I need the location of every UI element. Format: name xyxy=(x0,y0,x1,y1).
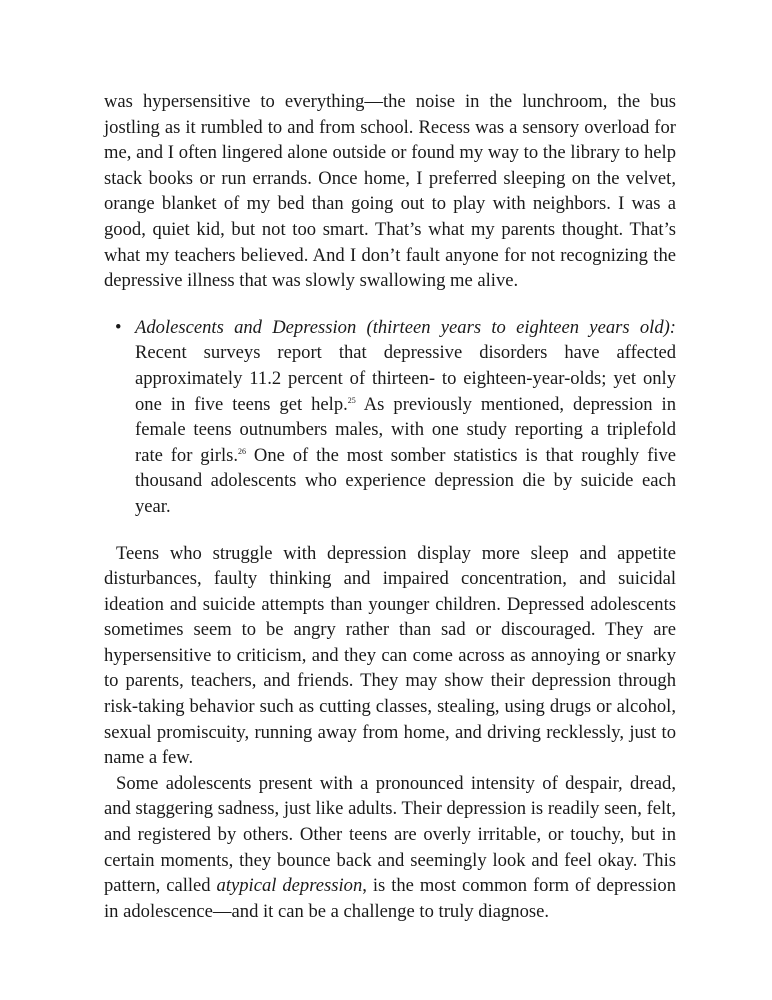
bullet-heading: Adolescents and Depression (thirteen years to eighteen years old): xyxy=(135,316,676,338)
atypical-depression-term: atypical depression xyxy=(216,875,363,897)
bullet-item-adolescents xyxy=(115,315,677,520)
book-page xyxy=(104,89,676,924)
bullet-list xyxy=(104,315,676,520)
footnote-ref-25[interactable]: 25 xyxy=(347,395,356,405)
paragraph-some-adolescents xyxy=(104,771,676,925)
footnote-ref-26[interactable]: 26 xyxy=(238,446,247,456)
bullet-text-part3: One of the most somber statistics is that roughly five thousand adolescents who experience depression die by suicide each year. xyxy=(135,444,676,517)
paragraph-3-part2: , is the most common form of depression in adolescence—and it can be a challenge to truly diagnose. xyxy=(104,875,676,922)
bullet-marker: • xyxy=(115,316,122,338)
bullet-text-part1: Recent surveys report that depressive disorders have affected approximately 11.2 percent of thirteen- to eighteen-year-olds; yet only one in five teens get help. xyxy=(135,342,676,415)
paragraph-3-part1: Some adolescents present with a pronounced intensity of despair, dread, and staggering sadness, just like adults. Their depression is readily seen, felt, and registered by others. Other teens are overly irritable, or touchy, but in certain moments, they bounce back and seemingly look and feel okay. This pattern, called xyxy=(104,772,676,897)
bullet-text-part2: As previously mentioned, depression in female teens outnumbers males, with one study reporting a triplefold rate for girls. xyxy=(135,393,677,466)
paragraph-teens-struggle: Teens who struggle with depression display more sleep and appetite disturbances, faulty thinking and impaired concentration, and suicidal ideation and suicide attempts than younger children. Depressed adolescents sometimes seem to be angry rather than sad or discouraged. They are hypersensitive to criticism, and they can come across as annoying or snarky to parents, teachers, and friends. They may show their depression through risk-taking behavior such as cutting classes, stealing, using drugs or alcohol, sexual promiscuity, running away from home, and driving recklessly, just to name a few. xyxy=(104,542,676,769)
intro-paragraph: was hypersensitive to everything—the noise in the lunchroom, the bus jostling as it rumbled to and from school. Recess was a sensory overload for me, and I often lingered alone outside or found my way to the library to help stack books or run errands. Once home, I preferred sleeping on the velvet, orange blanket of my bed than going out to play with neighbors. I was a good, quiet kid, but not too smart. That’s what my parents thought. That’s what my teachers believed. And I don’t fault anyone for not recognizing the depressive illness that was slowly swallowing me alive. xyxy=(104,91,676,292)
